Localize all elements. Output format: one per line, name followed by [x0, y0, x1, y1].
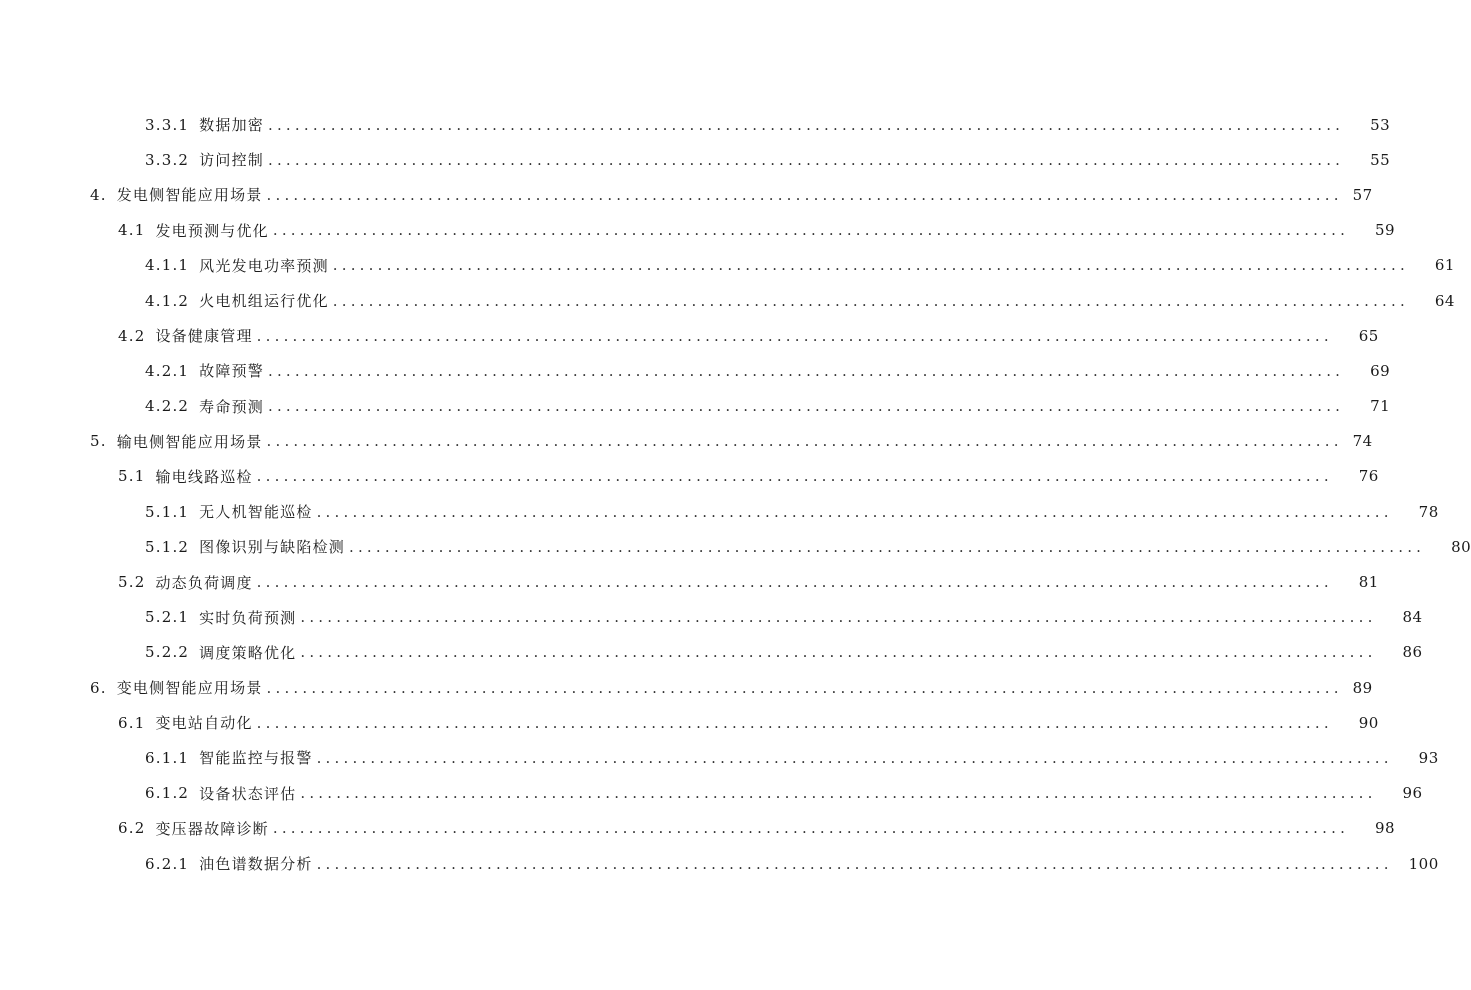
- toc-dot-leader: ........................................................................................................................: [316, 502, 1393, 521]
- toc-entry-title: 发电侧智能应用场景: [116, 186, 263, 205]
- toc-entry-number: 6.1.2: [145, 784, 190, 803]
- toc-entry-page-number: 98: [1374, 819, 1396, 838]
- toc-entry-page-number: 53: [1370, 115, 1391, 134]
- toc-entry-page-number: 59: [1374, 221, 1396, 240]
- toc-entry-page-number: 74: [1352, 432, 1373, 451]
- toc-entry-page-number: 78: [1418, 502, 1439, 521]
- toc-entry-title: 风光发电功率预测: [199, 256, 329, 275]
- toc-entry-page-number: 80: [1451, 537, 1471, 556]
- toc-dot-leader: ........................................................................................................................: [348, 537, 1426, 556]
- toc-entry-title: 智能监控与报警: [199, 749, 313, 768]
- toc-entry-title: 访问控制: [199, 151, 264, 170]
- toc-entry[interactable]: [0, 635, 1423, 670]
- toc-entry[interactable]: [0, 670, 1373, 705]
- toc-entry[interactable]: [0, 424, 1373, 459]
- toc-entry-number: 4.1.1: [145, 256, 190, 275]
- toc-dot-leader: ........................................................................................................................: [266, 185, 1343, 204]
- toc-entry-page-number: 57: [1352, 185, 1373, 204]
- toc-entry-number: 4.2: [118, 326, 146, 345]
- toc-dot-leader: ........................................................................................................................: [267, 397, 1345, 416]
- toc-entry-title: 动态负荷调度: [155, 573, 253, 592]
- toc-entry-number: 4.1: [118, 221, 146, 240]
- toc-dot-leader: ........................................................................................................................: [266, 432, 1343, 451]
- toc-entry-number: 5.: [90, 432, 107, 451]
- toc-entry-page-number: 61: [1434, 256, 1455, 275]
- toc-dot-leader: ........................................................................................................................: [332, 256, 1409, 275]
- toc-entry[interactable]: [0, 705, 1379, 740]
- toc-entry[interactable]: [0, 776, 1423, 811]
- toc-entry-number: 6.2.1: [145, 854, 190, 873]
- toc-entry[interactable]: [0, 318, 1379, 353]
- toc-entry-page-number: 96: [1402, 784, 1423, 803]
- toc-entry[interactable]: [0, 564, 1379, 599]
- toc-dot-leader: ........................................................................................................................: [256, 713, 1333, 732]
- toc-entry-page-number: 64: [1434, 291, 1455, 310]
- toc-dot-leader: ........................................................................................................................: [256, 573, 1333, 592]
- toc-entry-number: 5.2: [118, 573, 146, 592]
- toc-dot-leader: ........................................................................................................................: [316, 854, 1393, 873]
- toc-entry[interactable]: [0, 846, 1439, 881]
- toc-entry-page-number: 90: [1358, 713, 1379, 732]
- toc-entry-title: 变电站自动化: [155, 714, 253, 733]
- toc-dot-leader: ........................................................................................................................: [272, 819, 1350, 838]
- toc-dot-leader: ........................................................................................................................: [267, 361, 1345, 380]
- toc-entry-title: 数据加密: [199, 116, 264, 135]
- toc-entry-number: 5.1.2: [145, 537, 190, 556]
- toc-entry-title: 油色谱数据分析: [199, 855, 313, 874]
- toc-entry-number: 5.1.1: [145, 502, 190, 521]
- toc-entry-page-number: 84: [1402, 608, 1423, 627]
- toc-entry-title: 故障预警: [199, 362, 264, 381]
- toc-entry-number: 6.2: [118, 819, 146, 838]
- toc-entry-number: 3.3.2: [145, 150, 190, 169]
- toc-entry-title: 变压器故障诊断: [155, 819, 269, 838]
- toc-entry-number: 4.1.2: [145, 291, 190, 310]
- toc-entry-page-number: 55: [1370, 150, 1391, 169]
- toc-entry-number: 5.2.2: [145, 643, 190, 662]
- toc-dot-leader: ........................................................................................................................: [256, 467, 1333, 486]
- toc-dot-leader: ........................................................................................................................: [300, 643, 1377, 662]
- toc-dot-leader: ........................................................................................................................: [267, 150, 1345, 169]
- toc-entry-number: 4.: [90, 185, 107, 204]
- toc-entry[interactable]: [0, 494, 1439, 529]
- toc-entry-title: 无人机智能巡检: [199, 503, 313, 522]
- toc-entry-page-number: 76: [1358, 467, 1379, 486]
- toc-entry-number: 3.3.1: [145, 115, 190, 134]
- toc-entry-title: 变电侧智能应用场景: [116, 679, 263, 698]
- toc-dot-leader: ........................................................................................................................: [272, 221, 1350, 240]
- toc-entry-page-number: 69: [1370, 361, 1391, 380]
- toc-entry-title: 火电机组运行优化: [199, 292, 329, 311]
- toc-entry-page-number: 100: [1408, 854, 1439, 873]
- toc-entry[interactable]: [0, 811, 1396, 846]
- toc-entry-title: 图像识别与缺陷检测: [199, 538, 345, 557]
- toc-entry-number: 4.2.2: [145, 397, 190, 416]
- toc-entry[interactable]: [0, 389, 1391, 424]
- toc-entry-title: 输电线路巡检: [155, 467, 253, 486]
- toc-entry-page-number: 86: [1402, 643, 1423, 662]
- toc-entry-number: 6.1.1: [145, 748, 190, 767]
- toc-entry-number: 6.1: [118, 713, 146, 732]
- toc-entry-title: 调度策略优化: [199, 643, 297, 662]
- toc-entry-title: 寿命预测: [199, 397, 264, 416]
- toc-entry-title: 设备状态评估: [199, 784, 297, 803]
- toc-entry[interactable]: [0, 529, 1471, 564]
- toc-dot-leader: ........................................................................................................................: [300, 784, 1377, 803]
- toc-entry-page-number: 71: [1370, 397, 1391, 416]
- toc-entry-title: 设备健康管理: [155, 327, 253, 346]
- toc-entry-page-number: 65: [1358, 326, 1379, 345]
- toc-entry-page-number: 81: [1358, 573, 1379, 592]
- toc-entry-page-number: 89: [1352, 678, 1373, 697]
- toc-entry[interactable]: [0, 600, 1423, 635]
- toc-entry[interactable]: [0, 213, 1396, 248]
- toc-entry[interactable]: [0, 740, 1439, 775]
- toc-dot-leader: ........................................................................................................................: [267, 115, 1345, 134]
- toc-entry[interactable]: [0, 283, 1455, 318]
- toc-entry[interactable]: [0, 142, 1391, 177]
- toc-entry[interactable]: [0, 107, 1391, 142]
- toc-entry-title: 发电预测与优化: [155, 221, 269, 240]
- toc-entry-title: 实时负荷预测: [199, 608, 297, 627]
- toc-entry[interactable]: [0, 177, 1373, 212]
- toc-entry-number: 6.: [90, 678, 107, 697]
- toc-entry-number: 5.2.1: [145, 608, 190, 627]
- toc-entry[interactable]: [0, 353, 1391, 388]
- toc-dot-leader: ........................................................................................................................: [316, 748, 1393, 767]
- toc-dot-leader: ........................................................................................................................: [256, 326, 1333, 345]
- toc-dot-leader: ........................................................................................................................: [332, 291, 1409, 310]
- toc-dot-leader: ........................................................................................................................: [300, 608, 1377, 627]
- toc-entry-number: 4.2.1: [145, 361, 190, 380]
- toc-entry[interactable]: [0, 248, 1455, 283]
- toc-entry-title: 输电侧智能应用场景: [116, 432, 263, 451]
- toc-entry-number: 5.1: [118, 467, 146, 486]
- toc-entry[interactable]: [0, 459, 1379, 494]
- toc-entry-page-number: 93: [1418, 748, 1439, 767]
- table-of-contents: [0, 107, 1471, 881]
- toc-dot-leader: ........................................................................................................................: [266, 678, 1343, 697]
